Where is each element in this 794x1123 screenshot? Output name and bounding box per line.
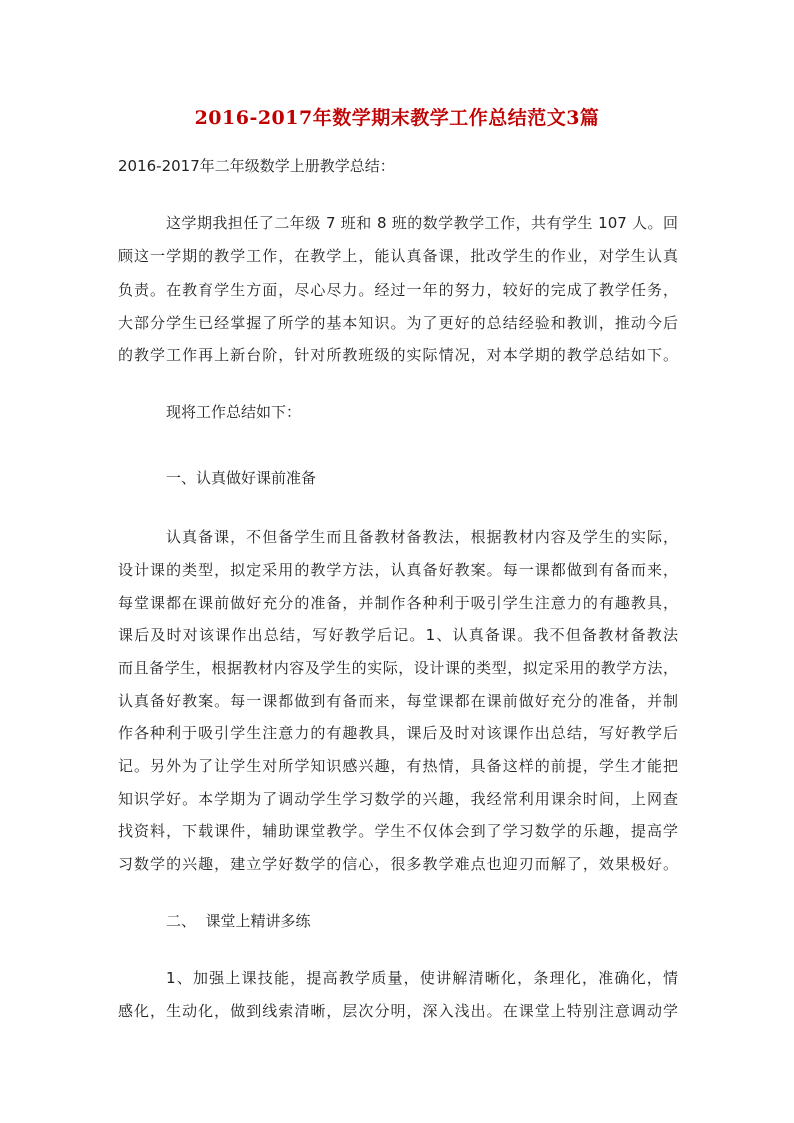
subtitle: 2016-2017年二年级数学上册教学总结： [118,157,395,175]
paragraph-3-line-8: 记。另外为了让学生对所学知识感兴趣，有热情，具备这样的前提，学生才能把 [118,757,678,775]
section-heading-2: 二、 课堂上精讲多练 [166,912,311,930]
paragraph-3-line-6: 认真备好教案。每一课都做到有备而来，每堂课都在课前做好充分的准备，并制 [118,692,678,710]
paragraph-1-line-5: 的教学工作再上新台阶，针对所教班级的实际情况，对本学期的教学总结如下。 [118,346,678,364]
paragraph-1-line-3: 负责。在教育学生方面，尽心尽力。经过一年的努力，较好的完成了教学任务， [118,281,678,299]
paragraph-3-line-10: 找资料，下载课件，辅助课堂教学。学生不仅体会到了学习数学的乐趣，提高学 [118,822,678,840]
paragraph-3-line-1: 认真备课，不但备学生而且备教材备教法，根据教材内容及学生的实际， [166,528,678,546]
paragraph-1-line-1: 这学期我担任了二年级 7 班和 8 班的数学教学工作，共有学生 107 人。回 [166,214,678,232]
paragraph-3-line-7: 作各种利于吸引学生注意力的有趣教具，课后及时对该课作出总结，写好教学后 [118,724,678,742]
paragraph-3-line-9: 知识学好。本学期为了调动学生学习数学的兴趣，我经常利用课余时间，上网查 [118,790,678,808]
paragraph-1-line-4: 大部分学生已经掌握了所学的基本知识。为了更好的总结经验和教训，推动今后 [118,314,678,332]
paragraph-3-line-2: 设计课的类型，拟定采用的教学方法，认真备好教案。每一课都做到有备而来， [118,561,678,579]
document-title: 2016-2017年数学期末教学工作总结范文3篇 [194,107,600,129]
paragraph-3-line-11: 习数学的兴趣，建立学好数学的信心，很多教学难点也迎刃而解了，效果极好。 [118,855,678,873]
paragraph-4-line-2: 感化，生动化，做到线索清晰，层次分明，深入浅出。在课堂上特别注意调动学 [118,1002,678,1020]
section-heading-1: 一、认真做好课前准备 [166,469,317,487]
paragraph-1-line-2: 顾这一学期的教学工作，在教学上，能认真备课，批改学生的作业，对学生认真 [118,247,678,265]
paragraph-2: 现将工作总结如下： [166,403,302,421]
paragraph-3-line-5: 而且备学生，根据教材内容及学生的实际，设计课的类型，拟定采用的教学方法， [118,659,678,677]
paragraph-4-line-1: 1、加强上课技能，提高教学质量，使讲解清晰化，条理化，准确化，情 [166,969,678,987]
paragraph-3-line-4: 课后及时对该课作出总结，写好教学后记。1、认真备课。我不但备教材备教法 [118,626,678,644]
paragraph-3-line-3: 每堂课都在课前做好充分的准备，并制作各种利于吸引学生注意力的有趣教具， [118,594,678,612]
